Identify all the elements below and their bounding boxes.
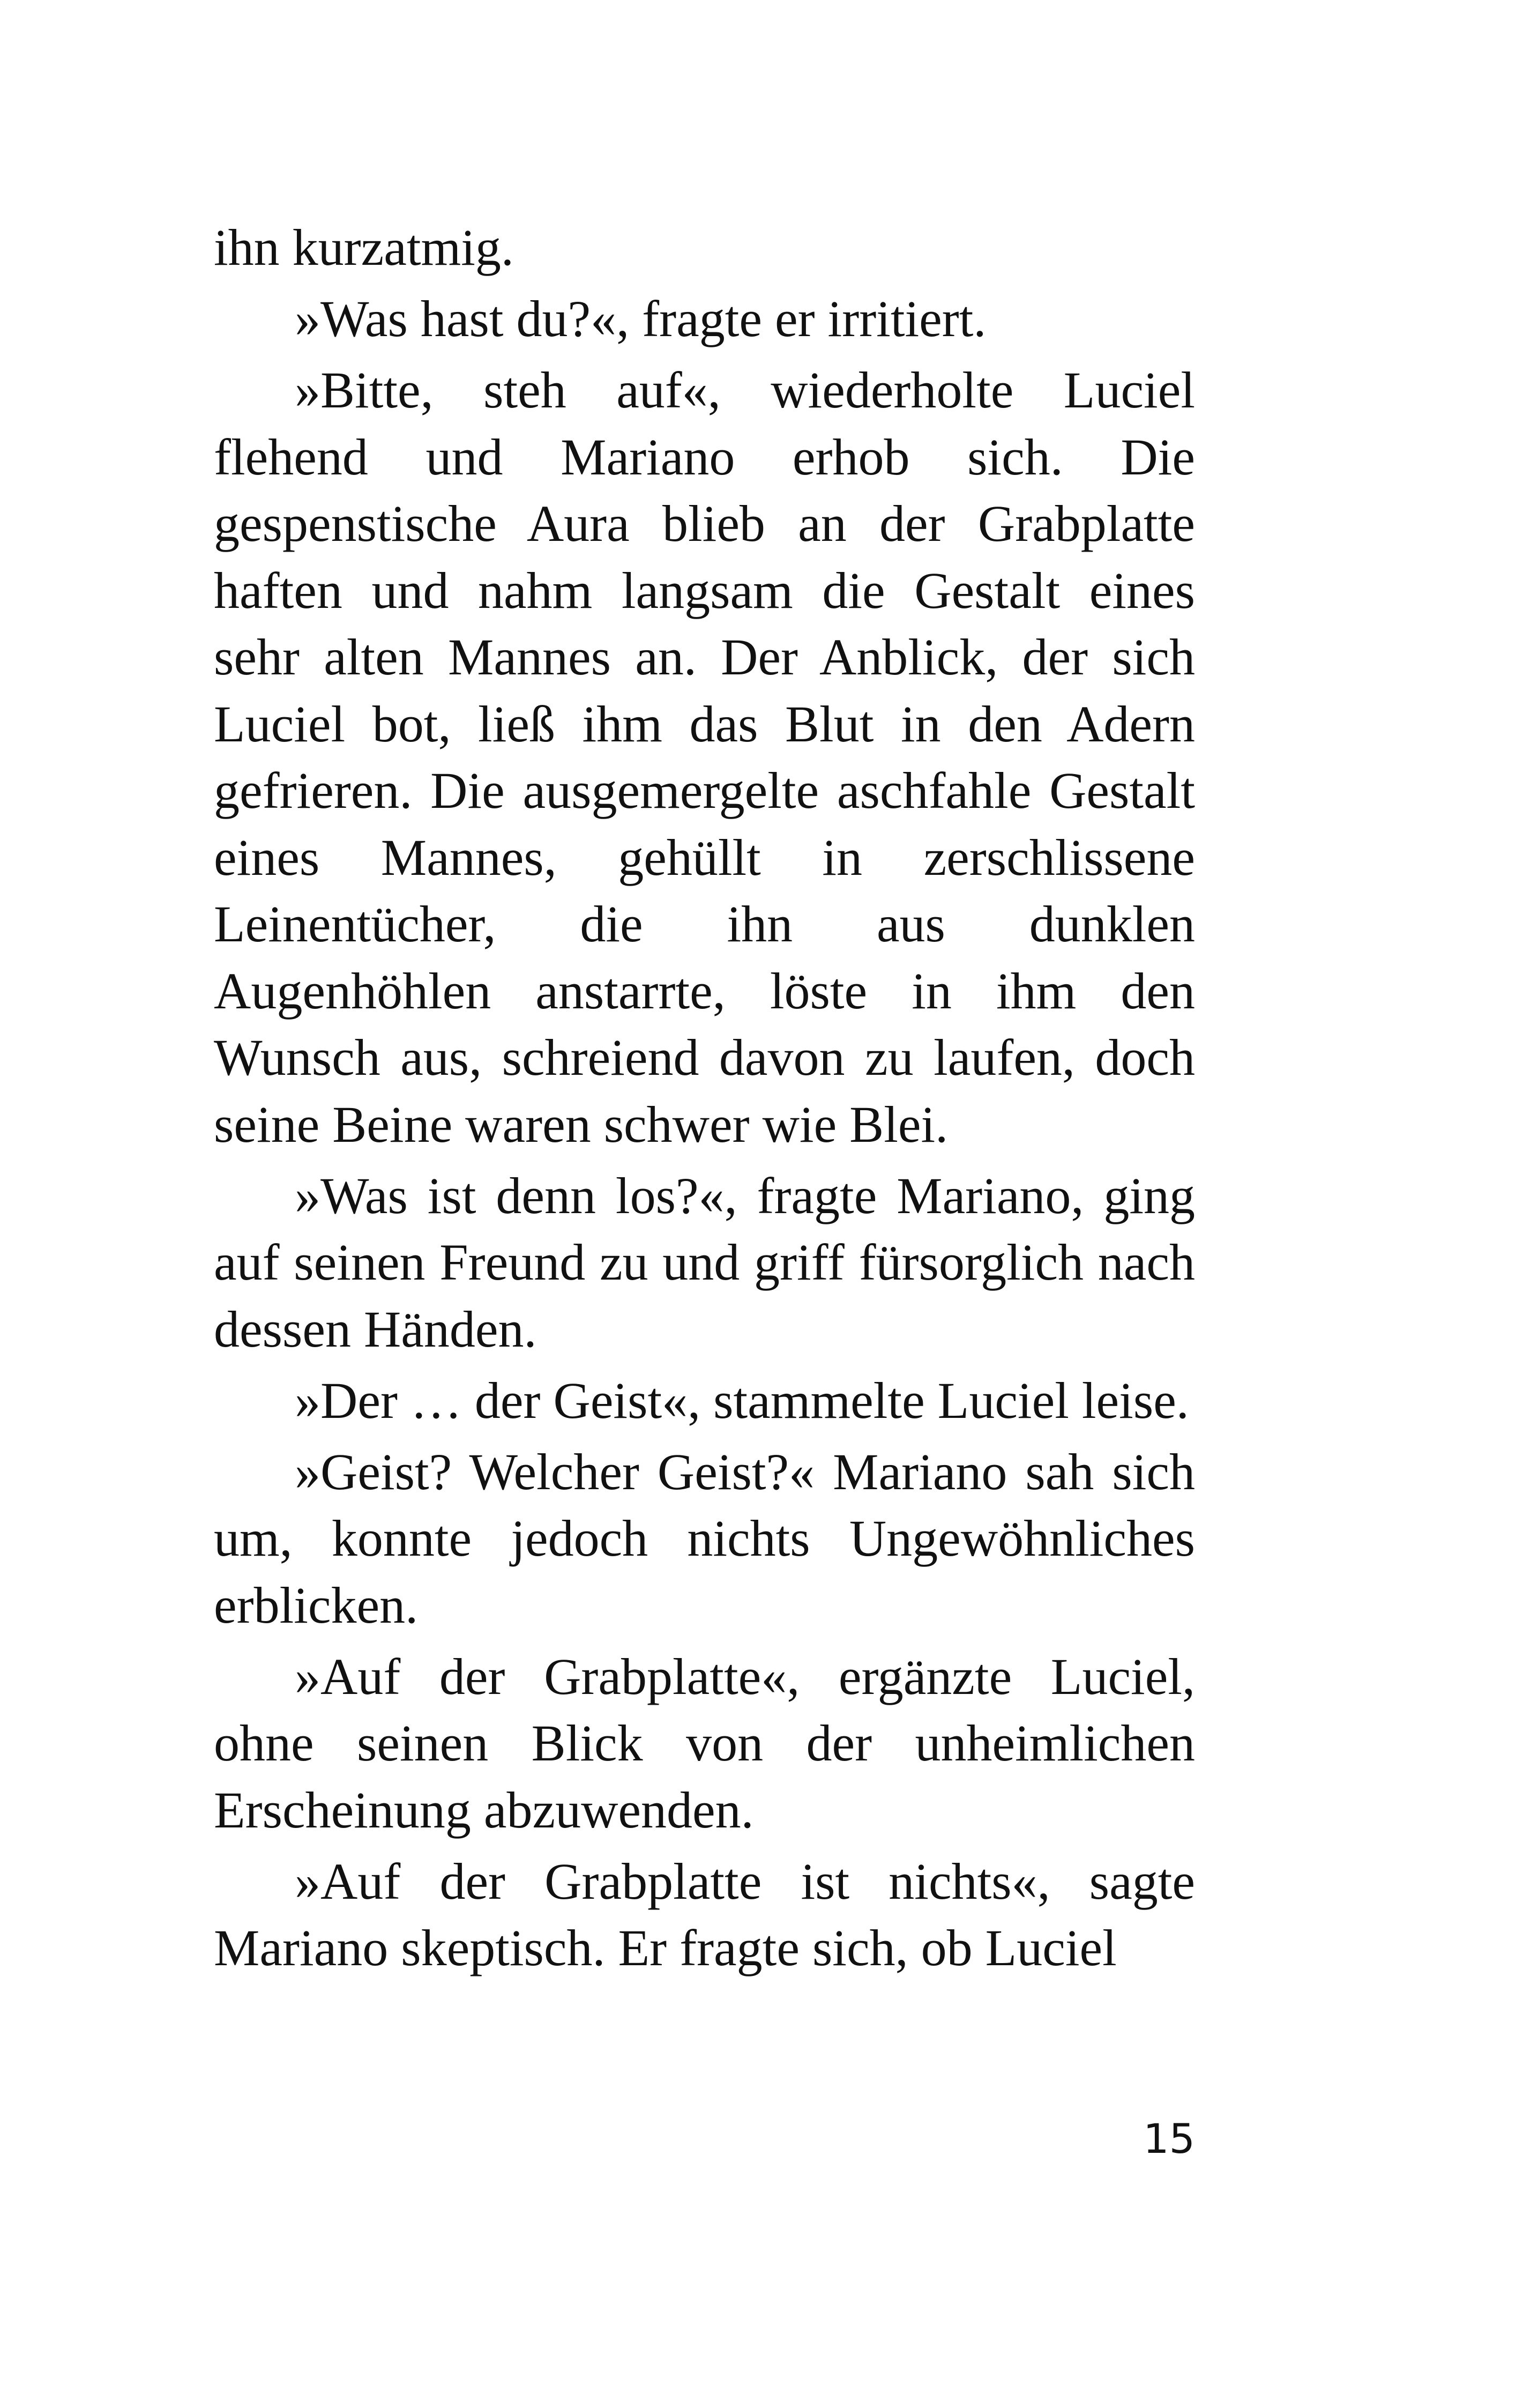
paragraph: »Geist? Welcher Geist?« Mariano sah sich um, konnte jedoch nichts Ungewöhnliches erblicken. <box>214 1443 1195 1634</box>
paragraph: »Was ist denn los?«, fragte Mariano, ging auf seinen Freund zu und griff fürsorglich nach dessen Händen. <box>214 1166 1195 1358</box>
page-number: 15 <box>1143 2115 1195 2162</box>
paragraph: »Was hast du?«, fragte er irritiert. <box>295 290 987 347</box>
paragraph: »Bitte, steh auf«, wiederholte Luciel flehend und Mariano erhob sich. Die gespenstische Aura blieb an der Grabplatte haften und nahm langsam die Gestalt eines sehr alten Mannes an. Der Anblick, der sich Luciel bot, ließ ihm das Blut in den Adern gefrieren. Die ausgemergelte aschfahle Gestalt eines Mannes, gehüllt in zerschlissene Leinentücher, die ihn aus dunklen Augenhöhlen anstarrte, löste in ihm den Wunsch aus, schreiend davon zu laufen, doch seine Beine waren schwer wie Blei. <box>214 361 1195 1153</box>
body-text <box>214 214 1195 1986</box>
paragraph: »Der … der Geist«, stammelte Luciel leise. <box>295 1371 1189 1429</box>
paragraph: »Auf der Grabplatte«, ergänzte Luciel, ohne seinen Blick von der unheimlichen Erscheinung abzuwenden. <box>214 1647 1195 1839</box>
paragraph-continuation: ihn kurzatmig. <box>214 219 514 276</box>
paragraph: »Auf der Grabplatte ist nichts«, sagte Mariano skeptisch. Er fragte sich, ob Luciel <box>214 1852 1195 1976</box>
